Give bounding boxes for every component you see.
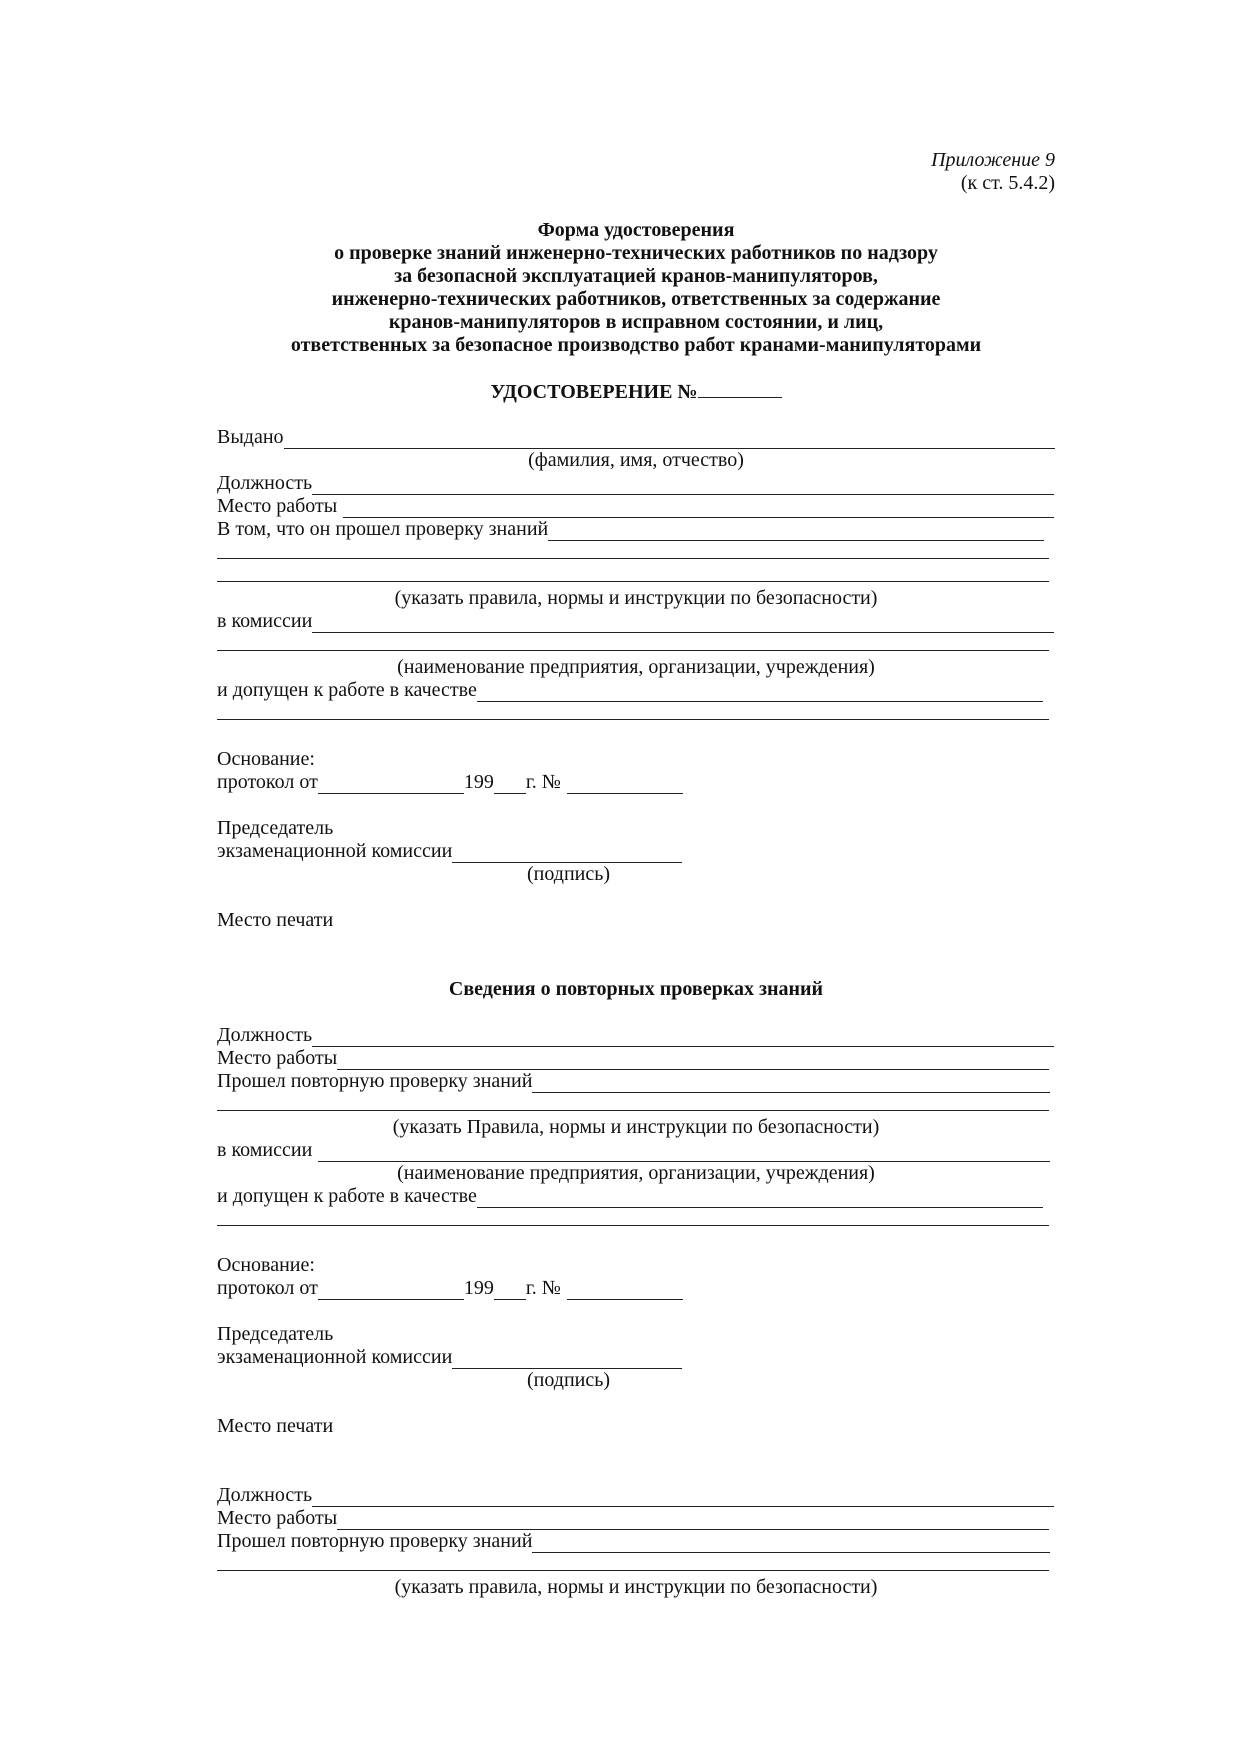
basis-label: Основание: (217, 1254, 315, 1276)
protocol-number-blank[interactable] (567, 776, 683, 794)
passed-blank[interactable] (532, 1075, 1050, 1093)
blank-line (217, 564, 1055, 582)
chairman-label: Председатель (217, 817, 334, 839)
repeat-position-row (217, 1024, 1055, 1047)
workplace-label: Место работы (217, 1047, 338, 1069)
blank-line (217, 1208, 1055, 1226)
blank-line-field[interactable] (217, 541, 1049, 559)
exam-commission-row (217, 840, 1055, 863)
passed-label: Прошел повторную проверку знаний (217, 1070, 533, 1092)
repeat-exam-commission-row (217, 1346, 1055, 1369)
commission-row (217, 610, 1055, 633)
commission-label: в комиссии (217, 610, 313, 632)
commission-label: в комиссии (217, 1139, 313, 1161)
admitted-blank[interactable] (477, 1190, 1043, 1208)
signature-hint: (подпись) (527, 1369, 611, 1391)
repeat-workplace-row (217, 1047, 1055, 1070)
protocol-row (217, 771, 1055, 794)
repeat-heading: Сведения о повторных проверках знаний (448, 978, 824, 1000)
issued-label: Выдано (217, 426, 284, 448)
protocol-label: протокол от (217, 1277, 318, 1299)
workplace-blank[interactable] (337, 1052, 1049, 1070)
protocol-number-blank[interactable] (567, 1282, 683, 1300)
year-suffix-label: г. № (525, 1277, 561, 1299)
fio-hint: (фамилия, имя, отчество) (528, 449, 744, 471)
issued-blank[interactable] (284, 431, 1055, 449)
repeat-admitted-row (217, 1185, 1055, 1208)
blank-line-field[interactable] (217, 633, 1049, 651)
passed-label: В том, что он прошел проверку знаний (217, 518, 549, 540)
position-label: Должность (217, 1484, 313, 1506)
repeat-commission-row (217, 1139, 1055, 1162)
position-row (217, 472, 1055, 495)
repeat2-workplace-row (217, 1507, 1055, 1530)
form-title-line: кранов-манипуляторов в исправном состоянии, и лиц, (388, 311, 884, 333)
position-blank[interactable] (312, 1489, 1054, 1507)
admitted-label: и допущен к работе в качестве (217, 1185, 477, 1207)
rules-hint: (указать правила, нормы и инструкции по безопасности) (394, 587, 878, 609)
passed-row (217, 518, 1055, 541)
rules-hint: (указать правила, нормы и инструкции по безопасности) (394, 1576, 878, 1598)
blank-line (217, 702, 1055, 720)
blank-line-field[interactable] (217, 1208, 1049, 1226)
signature-blank[interactable] (452, 1351, 682, 1369)
workplace-label: Место работы (217, 495, 338, 517)
admitted-row (217, 679, 1055, 702)
protocol-date-blank[interactable] (318, 1282, 464, 1300)
position-label: Должность (217, 472, 313, 494)
repeat-protocol-row (217, 1277, 1055, 1300)
protocol-date-blank[interactable] (318, 776, 464, 794)
year-blank[interactable] (494, 776, 526, 794)
org-hint: (наименование предприятия, организации, учреждения) (397, 1162, 875, 1184)
org-hint: (наименование предприятия, организации, учреждения) (397, 656, 875, 678)
exam-commission-label: экзаменационной комиссии (217, 840, 453, 862)
blank-line-field[interactable] (217, 564, 1049, 582)
admitted-blank[interactable] (477, 684, 1043, 702)
passed-label: Прошел повторную проверку знаний (217, 1530, 533, 1552)
workplace-label: Место работы (217, 1507, 338, 1529)
blank-line-field[interactable] (217, 1093, 1049, 1111)
admitted-label: и допущен к работе в качестве (217, 679, 477, 701)
year-prefix: 199 (463, 771, 494, 793)
blank-line (217, 541, 1055, 559)
appendix-label: Приложение 9 (931, 149, 1055, 171)
commission-blank[interactable] (312, 615, 1054, 633)
form-title-line: ответственных за безопасное производство работ кранами-манипуляторами (290, 334, 982, 356)
form-title-line: Форма удостоверения (537, 219, 735, 241)
workplace-row (217, 495, 1055, 518)
signature-hint: (подпись) (527, 863, 611, 885)
protocol-label: протокол от (217, 771, 318, 793)
rules-hint: (указать Правила, нормы и инструкции по безопасности) (392, 1116, 880, 1138)
repeat2-passed-row (217, 1530, 1055, 1553)
year-prefix: 199 (463, 1277, 494, 1299)
position-blank[interactable] (312, 1029, 1054, 1047)
certificate-number-blank[interactable] (698, 380, 782, 398)
repeat-passed-row (217, 1070, 1055, 1093)
form-title-line: о проверке знаний инженерно-технических работников по надзору (334, 242, 938, 264)
workplace-blank[interactable] (343, 500, 1054, 518)
position-blank[interactable] (312, 477, 1054, 495)
position-label: Должность (217, 1024, 313, 1046)
signature-blank[interactable] (452, 845, 682, 863)
passed-blank[interactable] (548, 523, 1044, 541)
blank-line (217, 1093, 1055, 1111)
workplace-blank[interactable] (337, 1512, 1049, 1530)
form-title-line: за безопасной эксплуатацией кранов-манипуляторов, (394, 265, 878, 287)
commission-blank[interactable] (318, 1144, 1050, 1162)
seal-label: Место печати (217, 1415, 334, 1437)
basis-label: Основание: (217, 748, 315, 770)
seal-label: Место печати (217, 909, 334, 931)
form-title-line: инженерно-технических работников, ответственных за содержание (331, 288, 941, 310)
year-blank[interactable] (494, 1282, 526, 1300)
blank-line-field[interactable] (217, 1553, 1049, 1571)
certificate-number-heading (217, 380, 1055, 404)
issued-row (217, 426, 1055, 449)
chairman-label: Председатель (217, 1323, 334, 1345)
blank-line-field[interactable] (217, 702, 1049, 720)
article-reference: (к ст. 5.4.2) (960, 172, 1055, 194)
exam-commission-label: экзаменационной комиссии (217, 1346, 453, 1368)
passed-blank[interactable] (532, 1535, 1050, 1553)
repeat2-position-row (217, 1484, 1055, 1507)
year-suffix-label: г. № (525, 771, 561, 793)
blank-line (217, 1553, 1055, 1571)
certificate-number-label: УДОСТОВЕРЕНИЕ № (490, 381, 698, 403)
blank-line (217, 633, 1055, 651)
